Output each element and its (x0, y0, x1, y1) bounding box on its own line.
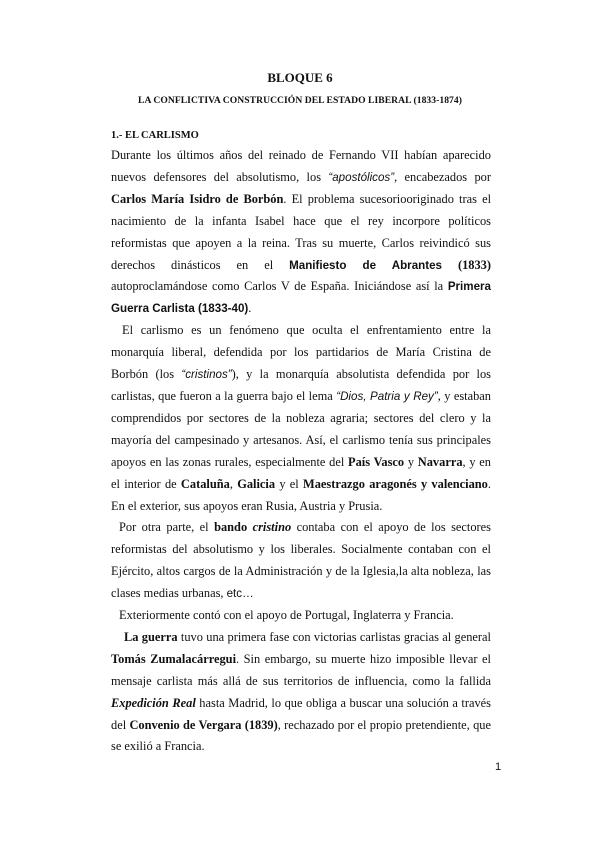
paragraph-4: Exteriormente contó con el apoyo de Portugal, Inglaterra y Francia. (119, 608, 454, 623)
paragraph-1: Durante los últimos años del reinado de Fernando VII habían aparecido nuevos defensores del absolutismo, los “apostólicos”, encabezados por Carlos María Isidro de Borbón. El problema sucesoriooriginado tras el nacimiento de la infanta Isabel hace que el rey incorpore políticos reformistas que apoyen a la reina. Tras su muerte, Carlos reivindicó sus derechos dinásticos en el Manifiesto de Abrantes (1833) autoproclamándose como Carlos V de España. Iniciándose así la Primera Guerra Carlista (1833-40). (111, 148, 492, 316)
page-subtitle: LA CONFLICTIVA CONSTRUCCIÓN DEL ESTADO LIBERAL (1833-1874) (138, 95, 462, 106)
page-title: BLOQUE 6 (267, 70, 333, 85)
section-heading: 1.- EL CARLISMO (111, 130, 199, 141)
paragraph-2: El carlismo es un fenómeno que oculta el enfrentamiento entre la monarquía liberal, defendida por los partidarios de María Cristina de Borbón (los “cristinos”), y la monarquía absolutista defendida por los carlistas, que fueron a la guerra bajo el lema “Dios, Patria y Rey”, y estaban comprendidos por sectores de la nobleza agraria; sectores del clero y la mayoría del campesinado y artesanos. Así, el carlismo tenía sus principales apoyos en las zonas rurales, especialmente del País Vasco y Navarra, y en el interior de Cataluña, Galicia y el Maestrazgo aragonés y valenciano. En el exterior, sus apoyos eran Rusia, Austria y Prusia. (111, 323, 491, 513)
page-number: 1 (495, 761, 502, 773)
document-body (111, 145, 491, 758)
paragraph-3: Por otra parte, el bando cristino contaba con el apoyo de los sectores reformistas del absolutismo y los liberales. Socialmente contaban con el Ejército, altos cargos de la Administración y de la Iglesia,la alta nobleza, las clases medias urbanas, etc… (111, 520, 491, 601)
paragraph-5: La guerra tuvo una primera fase con victorias carlistas gracias al general Tomás Zumalacárregui. Sin embargo, su muerte hizo imposible llevar el mensaje carlista más allá de sus territorios de influencia, como la fallida Expedición Real hasta Madrid, lo que obliga a buscar una solución a través del Convenio de Vergara (1839), rechazado por el propio pretendiente, que se exilió a Francia. (111, 629, 491, 754)
